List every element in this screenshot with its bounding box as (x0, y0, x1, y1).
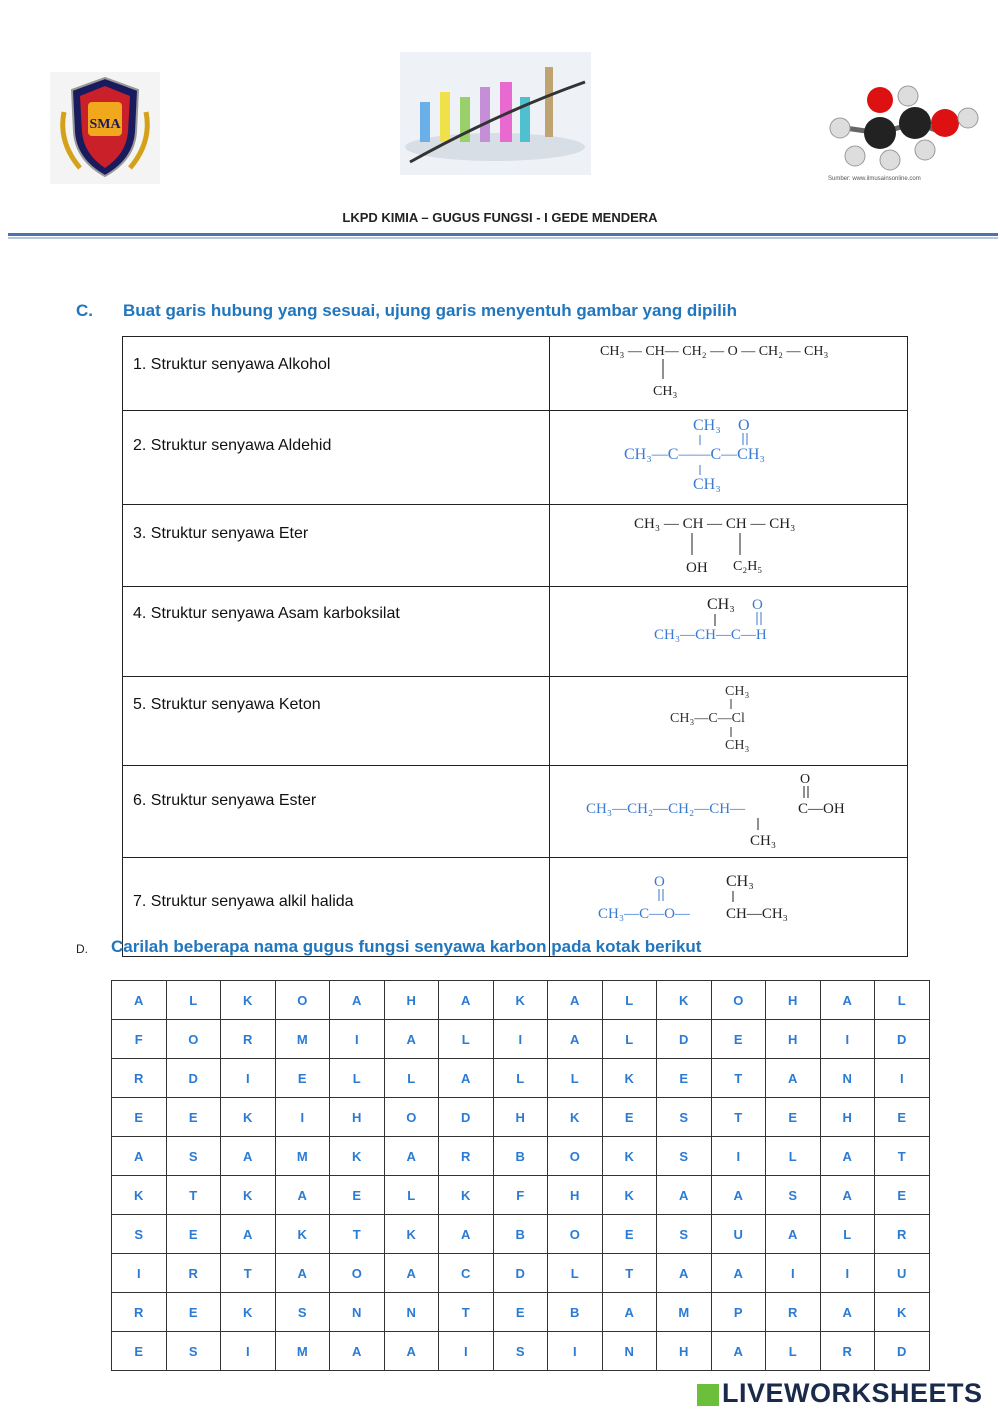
molecule-model-image (820, 78, 990, 190)
match-row (123, 587, 908, 677)
grid-cell[interactable]: A (711, 1332, 766, 1371)
grid-row (112, 1254, 930, 1293)
svg-text:CH₃ — CH — CH — CH₃: CH₃ — CH — CH — CH₃ (634, 516, 796, 532)
grid-cell[interactable]: I (711, 1137, 766, 1176)
grid-row (112, 1059, 930, 1098)
grid-cell[interactable]: H (766, 981, 821, 1020)
grid-cell[interactable]: I (548, 1332, 603, 1371)
grid-cell[interactable]: L (820, 1215, 875, 1254)
grid-cell[interactable]: L (384, 1059, 439, 1098)
grid-cell[interactable]: A (384, 1020, 439, 1059)
grid-cell[interactable]: I (820, 1020, 875, 1059)
grid-cell[interactable]: R (875, 1215, 930, 1254)
grid-cell[interactable]: O (384, 1098, 439, 1137)
match-label: 6. Struktur senyawa Ester (133, 792, 317, 809)
grid-row (112, 1332, 930, 1371)
grid-cell[interactable]: M (275, 1137, 330, 1176)
matching-table (122, 336, 908, 957)
svg-text:CH₃ — CH— CH₂ — O — CH₂ — CH₃: CH₃ — CH— CH₂ — O — CH₂ — CH₃ (600, 344, 829, 359)
grid-cell[interactable]: S (166, 1332, 221, 1371)
section-c-title: Buat garis hubung yang sesuai, ujung garis menyentuh gambar yang dipilih (123, 301, 737, 320)
match-row (123, 411, 908, 505)
grid-cell[interactable]: E (493, 1293, 548, 1332)
grid-cell[interactable]: S (657, 1137, 712, 1176)
grid-cell[interactable]: S (275, 1293, 330, 1332)
grid-cell[interactable]: L (330, 1059, 385, 1098)
grid-cell[interactable]: A (275, 1254, 330, 1293)
grid-cell[interactable]: N (330, 1293, 385, 1332)
grid-cell[interactable]: A (112, 981, 167, 1020)
svg-text:CH₃: CH₃ (750, 833, 777, 849)
grid-cell[interactable]: K (602, 1176, 657, 1215)
grid-cell[interactable]: K (602, 1137, 657, 1176)
grid-cell[interactable]: R (166, 1254, 221, 1293)
grid-cell[interactable]: T (711, 1098, 766, 1137)
grid-cell[interactable]: S (766, 1176, 821, 1215)
grid-cell[interactable]: K (493, 981, 548, 1020)
grid-cell[interactable]: A (384, 1137, 439, 1176)
grid-cell[interactable]: A (330, 1332, 385, 1371)
grid-cell[interactable]: K (275, 1215, 330, 1254)
grid-row (112, 981, 930, 1020)
grid-cell[interactable]: D (657, 1020, 712, 1059)
grid-cell[interactable]: A (548, 981, 603, 1020)
grid-cell[interactable]: R (112, 1059, 167, 1098)
grid-cell[interactable]: S (493, 1332, 548, 1371)
grid-cell[interactable]: I (221, 1332, 276, 1371)
svg-text:CH₃—CH₂—CH₂—CH—: CH₃—CH₂—CH₂—CH— (586, 801, 746, 817)
logo-text: SMA (89, 117, 121, 132)
grid-cell[interactable]: C (439, 1254, 494, 1293)
grid-cell[interactable]: T (875, 1137, 930, 1176)
match-label: 1. Struktur senyawa Alkohol (133, 356, 331, 373)
grid-cell[interactable]: N (820, 1059, 875, 1098)
structure-alkil-halida[interactable] (550, 677, 907, 760)
grid-cell[interactable]: N (602, 1332, 657, 1371)
grid-cell[interactable]: A (602, 1293, 657, 1332)
grid-cell[interactable]: K (602, 1059, 657, 1098)
structure-cell[interactable] (550, 677, 908, 766)
match-row (123, 677, 908, 766)
grid-cell[interactable]: O (330, 1254, 385, 1293)
grid-cell[interactable]: I (275, 1098, 330, 1137)
grid-cell[interactable]: L (602, 981, 657, 1020)
grid-cell[interactable]: H (330, 1098, 385, 1137)
match-label-cell (123, 337, 550, 411)
structure-cell[interactable] (550, 505, 908, 587)
grid-cell[interactable]: L (548, 1254, 603, 1293)
grid-cell[interactable]: K (221, 1098, 276, 1137)
grid-cell[interactable]: E (602, 1098, 657, 1137)
grid-cell[interactable]: K (221, 1176, 276, 1215)
grid-cell[interactable]: D (166, 1059, 221, 1098)
svg-text:CH₃: CH₃ (726, 873, 754, 890)
grid-cell[interactable]: M (275, 1332, 330, 1371)
match-label: 5. Struktur senyawa Keton (133, 696, 321, 713)
grid-cell[interactable]: A (657, 1176, 712, 1215)
grid-cell[interactable]: O (711, 981, 766, 1020)
grid-cell[interactable]: E (766, 1098, 821, 1137)
grid-cell[interactable]: I (330, 1020, 385, 1059)
grid-cell[interactable]: A (820, 1137, 875, 1176)
grid-cell[interactable]: R (820, 1332, 875, 1371)
liveworksheets-logo (697, 1378, 983, 1409)
grid-cell[interactable]: E (166, 1098, 221, 1137)
svg-text:CH—CH₃: CH—CH₃ (726, 906, 788, 922)
grid-cell[interactable]: E (112, 1098, 167, 1137)
svg-text:CH₃: CH₃ (693, 476, 721, 493)
grid-cell[interactable]: I (766, 1254, 821, 1293)
grid-cell[interactable]: L (766, 1137, 821, 1176)
grid-cell[interactable]: A (112, 1137, 167, 1176)
grid-cell[interactable]: L (493, 1059, 548, 1098)
grid-cell[interactable]: A (711, 1176, 766, 1215)
lab-glassware-image (400, 52, 591, 175)
match-label-cell (123, 411, 550, 505)
grid-cell[interactable]: M (657, 1293, 712, 1332)
grid-cell[interactable]: A (384, 1254, 439, 1293)
svg-text:C₂H₅: C₂H₅ (733, 559, 763, 574)
grid-cell[interactable]: T (602, 1254, 657, 1293)
grid-cell[interactable]: L (875, 981, 930, 1020)
grid-cell[interactable]: A (820, 1293, 875, 1332)
match-label: 4. Struktur senyawa Asam karboksilat (133, 605, 400, 622)
svg-text:CH₃: CH₃ (707, 596, 735, 613)
grid-cell[interactable]: H (384, 981, 439, 1020)
match-row (123, 766, 908, 858)
grid-cell[interactable]: H (657, 1332, 712, 1371)
grid-cell[interactable]: O (548, 1137, 603, 1176)
grid-cell[interactable]: T (439, 1293, 494, 1332)
grid-cell[interactable]: A (221, 1137, 276, 1176)
svg-text:OH: OH (686, 560, 708, 576)
svg-text:CH₃: CH₃ (693, 417, 721, 434)
grid-cell[interactable]: K (330, 1137, 385, 1176)
grid-cell[interactable]: U (875, 1254, 930, 1293)
header-rule (8, 233, 998, 236)
grid-cell[interactable]: P (711, 1293, 766, 1332)
grid-cell[interactable]: E (657, 1059, 712, 1098)
grid-row (112, 1137, 930, 1176)
grid-cell[interactable]: L (384, 1176, 439, 1215)
grid-cell[interactable]: B (548, 1293, 603, 1332)
grid-cell[interactable]: A (330, 981, 385, 1020)
match-label: 2. Struktur senyawa Aldehid (133, 437, 332, 454)
grid-cell[interactable]: E (711, 1020, 766, 1059)
grid-cell[interactable]: A (439, 1059, 494, 1098)
grid-row (112, 1215, 930, 1254)
grid-cell[interactable]: D (875, 1020, 930, 1059)
grid-cell[interactable]: I (221, 1059, 276, 1098)
grid-cell[interactable]: L (439, 1020, 494, 1059)
match-row (123, 505, 908, 587)
grid-cell[interactable]: K (657, 981, 712, 1020)
structure-cell[interactable] (550, 411, 908, 505)
grid-cell[interactable]: A (439, 1215, 494, 1254)
grid-cell[interactable]: A (766, 1215, 821, 1254)
grid-cell[interactable]: S (657, 1215, 712, 1254)
match-label-cell (123, 505, 550, 587)
grid-cell[interactable]: A (548, 1020, 603, 1059)
grid-cell[interactable]: A (820, 981, 875, 1020)
grid-cell[interactable]: O (166, 1020, 221, 1059)
match-label: 7. Struktur senyawa alkil halida (133, 893, 354, 910)
grid-cell[interactable]: B (493, 1215, 548, 1254)
svg-text:O: O (738, 417, 750, 434)
structure-cell[interactable] (550, 587, 908, 677)
svg-text:O: O (654, 874, 665, 890)
grid-cell[interactable]: E (875, 1098, 930, 1137)
structure-cell[interactable] (550, 766, 908, 858)
grid-cell[interactable]: D (875, 1332, 930, 1371)
grid-cell[interactable]: A (820, 1176, 875, 1215)
grid-cell[interactable]: A (221, 1215, 276, 1254)
svg-text:CH₃: CH₃ (725, 684, 750, 699)
grid-cell[interactable]: N (384, 1293, 439, 1332)
structure-eter[interactable] (550, 337, 907, 405)
grid-cell[interactable]: L (602, 1020, 657, 1059)
grid-cell[interactable]: H (493, 1098, 548, 1137)
grid-cell[interactable]: K (875, 1293, 930, 1332)
grid-cell[interactable]: L (548, 1059, 603, 1098)
grid-cell[interactable]: L (766, 1332, 821, 1371)
grid-cell[interactable]: R (439, 1137, 494, 1176)
grid-cell[interactable]: R (221, 1020, 276, 1059)
grid-cell[interactable]: E (166, 1293, 221, 1332)
grid-cell[interactable]: S (166, 1137, 221, 1176)
grid-cell[interactable]: D (493, 1254, 548, 1293)
grid-cell[interactable]: E (330, 1176, 385, 1215)
school-logo (50, 72, 160, 184)
grid-cell[interactable]: F (493, 1176, 548, 1215)
grid-cell[interactable]: U (711, 1215, 766, 1254)
grid-cell[interactable]: L (166, 981, 221, 1020)
word-search-grid (111, 980, 930, 1371)
brand-text: LIVEWORKSHEETS (722, 1378, 983, 1408)
grid-cell[interactable]: O (275, 981, 330, 1020)
grid-cell[interactable]: R (112, 1293, 167, 1332)
grid-cell[interactable]: A (711, 1254, 766, 1293)
grid-cell[interactable]: T (330, 1215, 385, 1254)
svg-text:O: O (752, 597, 763, 613)
grid-cell[interactable]: I (875, 1059, 930, 1098)
grid-cell[interactable]: E (875, 1176, 930, 1215)
liveworksheets-icon (697, 1384, 719, 1406)
match-label-cell (123, 677, 550, 766)
svg-text:C—OH: C—OH (798, 801, 845, 817)
section-d-letter: D. (76, 942, 88, 956)
grid-cell[interactable]: T (221, 1254, 276, 1293)
grid-cell[interactable]: I (112, 1254, 167, 1293)
grid-cell[interactable]: O (548, 1215, 603, 1254)
grid-cell[interactable]: I (439, 1332, 494, 1371)
grid-cell[interactable]: E (602, 1215, 657, 1254)
grid-cell[interactable]: A (275, 1176, 330, 1215)
grid-cell[interactable]: K (112, 1176, 167, 1215)
structure-asam-karboksilat[interactable] (550, 766, 907, 852)
grid-row (112, 1176, 930, 1215)
svg-text:CH₃—C——C—CH₃: CH₃—C——C—CH₃ (624, 446, 765, 463)
grid-cell[interactable]: K (221, 981, 276, 1020)
svg-text:CH₃—CH—C—H: CH₃—CH—C—H (654, 627, 767, 643)
grid-cell[interactable]: D (439, 1098, 494, 1137)
grid-cell[interactable]: I (820, 1254, 875, 1293)
grid-cell[interactable]: A (384, 1332, 439, 1371)
svg-text:CH₃: CH₃ (725, 738, 750, 753)
grid-cell[interactable]: A (439, 981, 494, 1020)
grid-cell[interactable]: H (820, 1098, 875, 1137)
section-d-title: Carilah beberapa nama gugus fungsi senyawa karbon pada kotak berikut (111, 937, 702, 956)
grid-cell[interactable]: E (166, 1215, 221, 1254)
match-label: 3. Struktur senyawa Eter (133, 525, 309, 542)
svg-text:CH₃—C—Cl: CH₃—C—Cl (670, 711, 745, 726)
grid-cell[interactable]: S (657, 1098, 712, 1137)
section-c-letter: C. (76, 301, 93, 320)
grid-cell[interactable]: K (548, 1098, 603, 1137)
grid-cell[interactable]: T (711, 1059, 766, 1098)
grid-cell[interactable]: K (384, 1215, 439, 1254)
grid-cell[interactable]: H (548, 1176, 603, 1215)
structure-keton[interactable] (550, 411, 907, 499)
grid-cell[interactable]: B (493, 1137, 548, 1176)
grid-cell[interactable]: S (112, 1215, 167, 1254)
grid-row (112, 1293, 930, 1332)
match-row (123, 337, 908, 411)
svg-text:O: O (800, 772, 811, 787)
grid-cell[interactable]: A (766, 1059, 821, 1098)
match-label-cell (123, 766, 550, 858)
grid-row (112, 1020, 930, 1059)
grid-cell[interactable]: F (112, 1020, 167, 1059)
structure-alkohol[interactable] (550, 505, 907, 581)
structure-aldehid[interactable] (550, 587, 907, 671)
image-source: Sumber: www.ilmusainsonline.com (828, 176, 921, 182)
grid-cell[interactable]: H (766, 1020, 821, 1059)
grid-cell[interactable]: K (439, 1176, 494, 1215)
grid-cell[interactable]: R (766, 1293, 821, 1332)
document-title: LKPD KIMIA – GUGUS FUNGSI - I GEDE MENDERA (342, 210, 658, 225)
svg-text:CH₃—C—O—: CH₃—C—O— (598, 906, 690, 922)
match-label-cell (123, 587, 550, 677)
grid-row (112, 1098, 930, 1137)
grid-cell[interactable]: M (275, 1020, 330, 1059)
grid-cell[interactable]: E (275, 1059, 330, 1098)
structure-cell[interactable] (550, 337, 908, 411)
svg-text:CH₃: CH₃ (653, 384, 678, 399)
grid-cell[interactable]: K (221, 1293, 276, 1332)
grid-cell[interactable]: I (493, 1020, 548, 1059)
header-rule-shadow (8, 237, 998, 239)
grid-cell[interactable]: A (657, 1254, 712, 1293)
grid-cell[interactable]: T (166, 1176, 221, 1215)
grid-cell[interactable]: E (112, 1332, 167, 1371)
